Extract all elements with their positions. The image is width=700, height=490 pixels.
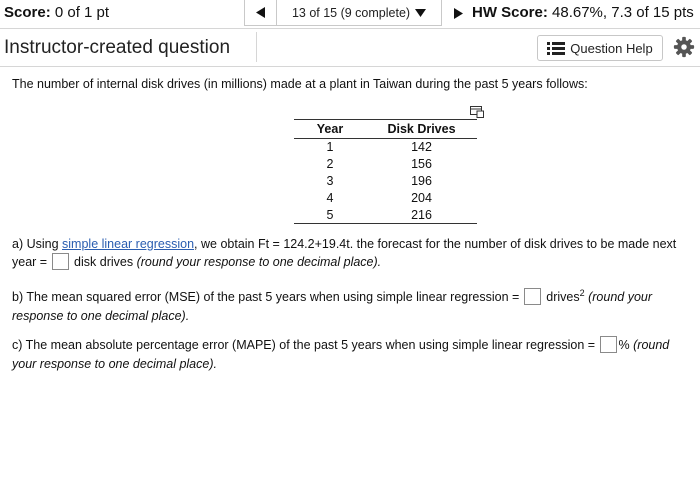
- data-table: [294, 119, 477, 224]
- disk-drives-cell: 196: [411, 174, 432, 188]
- divider: [0, 28, 700, 29]
- part-c-rounding-note: (round your response to one decimal place).: [12, 338, 670, 372]
- disk-drives-cell: 216: [366, 207, 477, 224]
- question-position-label: 13 of 15 (9 complete): [291, 5, 411, 20]
- hw-score-label: HW Score:: [472, 4, 548, 21]
- hw-score-value: 48.67%, 7.3 of 15 pts: [552, 4, 694, 21]
- table-row: [294, 173, 477, 190]
- question-help-label: Question Help: [570, 40, 653, 56]
- previous-question-button[interactable]: [245, 0, 277, 25]
- part-a-text-start: a) Using: [12, 237, 63, 251]
- table-row: [294, 139, 477, 156]
- part-b-text: b) The mean squared error (MSE) of the past 5 years when using simple linear regression =: [12, 290, 523, 304]
- year-cell: 2: [326, 157, 334, 171]
- year-cell: 1: [326, 140, 334, 155]
- year-cell: 3: [326, 174, 334, 188]
- triangle-right-icon: [454, 8, 463, 19]
- question-navigator: [244, 0, 442, 26]
- score-display: [4, 4, 109, 21]
- list-icon: [547, 42, 565, 55]
- part-a-question: [12, 235, 692, 272]
- copy-table-icon[interactable]: [470, 106, 484, 118]
- triangle-down-icon: [415, 9, 426, 17]
- score-label: Score:: [4, 4, 51, 21]
- score-value: 0 of 1 pt: [54, 4, 110, 21]
- hw-score-display: [472, 4, 694, 21]
- question-list-dropdown[interactable]: [277, 6, 441, 20]
- part-b-unit-exponent: 2: [579, 287, 585, 298]
- top-bar: [0, 0, 700, 26]
- table-header-row: [294, 120, 477, 139]
- disk-drives-cell: 142: [411, 140, 432, 155]
- part-b-unit: drives: [542, 290, 580, 304]
- part-c-text: c) The mean absolute percentage error (MAPE) of the past 5 years when using simple linear regression =: [12, 338, 599, 352]
- table-row: [294, 190, 477, 207]
- forecast-answer-input[interactable]: [52, 253, 69, 270]
- table-row: [294, 156, 477, 173]
- table-row: [294, 207, 477, 224]
- disk-drives-cell: 204: [411, 191, 432, 205]
- question-help-button[interactable]: [537, 35, 663, 61]
- question-prompt: The number of internal disk drives (in millions) made at a plant in Taiwan during the past 5 years follows:: [12, 77, 588, 91]
- triangle-left-icon: [256, 7, 265, 18]
- gear-icon[interactable]: [673, 36, 695, 58]
- divider: [0, 66, 700, 67]
- column-header-year: Year: [294, 120, 366, 139]
- part-a-rounding-note: (round your response to one decimal place).: [136, 255, 382, 269]
- column-header-disk-drives: Disk Drives: [366, 120, 477, 139]
- page-title: Instructor-created question: [4, 37, 231, 58]
- simple-linear-regression-link[interactable]: simple linear regression: [62, 237, 195, 251]
- part-a-text-unit: disk drives: [70, 255, 137, 269]
- part-a-text-mid: , we obtain Ft = 124.2+19.4t. the forecast for the number of disk drives to be made next year =: [12, 237, 677, 269]
- disk-drives-cell: 156: [411, 157, 432, 171]
- year-cell: 4: [326, 191, 334, 205]
- mse-answer-input[interactable]: [524, 288, 541, 305]
- title-divider: [256, 32, 257, 62]
- part-b-question: [12, 288, 692, 325]
- next-question-button[interactable]: [448, 0, 468, 26]
- part-c-question: [12, 336, 692, 373]
- mape-answer-input[interactable]: [600, 336, 617, 353]
- part-c-unit: %: [618, 338, 634, 352]
- year-cell: 5: [294, 207, 366, 224]
- part-b-rounding-note: (round your response to one decimal place).: [12, 290, 653, 324]
